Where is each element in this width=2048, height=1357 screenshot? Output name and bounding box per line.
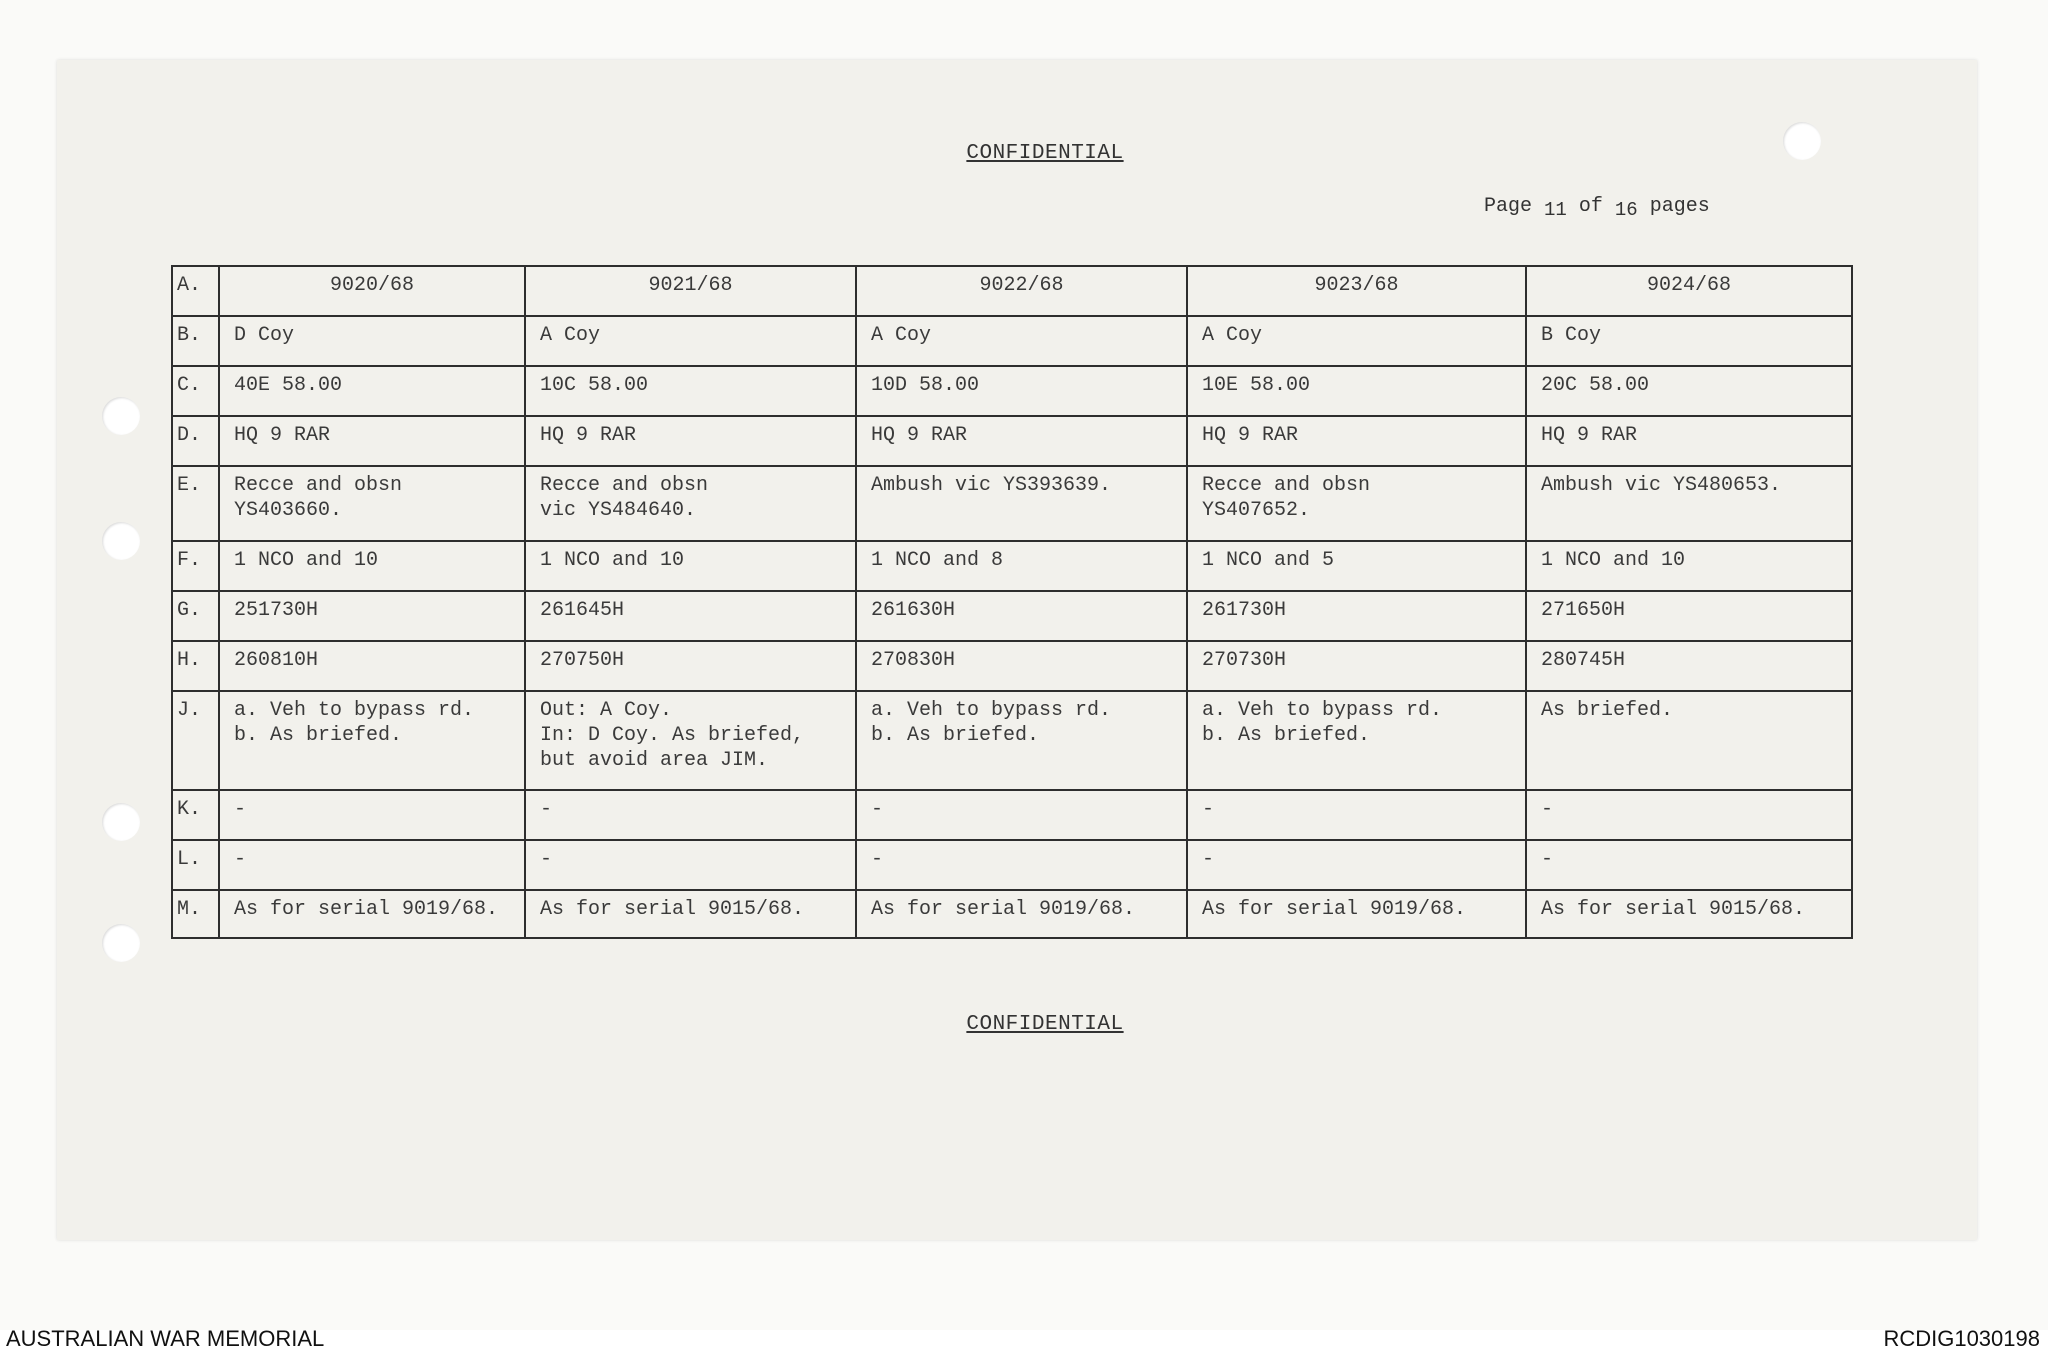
table-cell: 9022/68: [856, 266, 1187, 316]
table-row: [172, 266, 1852, 316]
table-cell: Ambush vic YS393639.: [856, 466, 1187, 541]
table-cell: 10D 58.00: [856, 366, 1187, 416]
table-cell: 9021/68: [525, 266, 856, 316]
punch-hole: [102, 924, 140, 962]
table-cell: A Coy: [1187, 316, 1526, 366]
of-word: of: [1578, 195, 1603, 218]
table-row: [172, 840, 1852, 890]
row-label: M.: [172, 890, 219, 938]
table-cell: B Coy: [1526, 316, 1852, 366]
table-cell: 270730H: [1187, 641, 1526, 691]
table-cell: 9020/68: [219, 266, 525, 316]
row-label: H.: [172, 641, 219, 691]
table-row: [172, 691, 1852, 790]
table-cell: -: [1187, 840, 1526, 890]
table-cell: As for serial 9015/68.: [525, 890, 856, 938]
row-label: K.: [172, 790, 219, 840]
table-row: [172, 790, 1852, 840]
table-cell: 9023/68: [1187, 266, 1526, 316]
table-cell: -: [1526, 840, 1852, 890]
table-cell: 261645H: [525, 591, 856, 641]
table-row: [172, 591, 1852, 641]
table-cell: HQ 9 RAR: [1187, 416, 1526, 466]
table-cell: Recce and obsn YS403660.: [219, 466, 525, 541]
table-cell: 20C 58.00: [1526, 366, 1852, 416]
table-cell: 261730H: [1187, 591, 1526, 641]
row-label: J.: [172, 691, 219, 790]
table-cell: HQ 9 RAR: [856, 416, 1187, 466]
table-cell: Ambush vic YS480653.: [1526, 466, 1852, 541]
table-cell: 1 NCO and 10: [1526, 541, 1852, 591]
table-cell: As for serial 9019/68.: [856, 890, 1187, 938]
pages-word: pages: [1649, 195, 1710, 218]
header-classification: CONFIDENTIAL: [966, 142, 1124, 165]
table-row: [172, 316, 1852, 366]
table-cell: HQ 9 RAR: [525, 416, 856, 466]
row-label: F.: [172, 541, 219, 591]
row-label: G.: [172, 591, 219, 641]
table-row: [172, 890, 1852, 938]
table-cell: Recce and obsn vic YS484640.: [525, 466, 856, 541]
table-cell: 1 NCO and 10: [219, 541, 525, 591]
table-cell: a. Veh to bypass rd. b. As briefed.: [856, 691, 1187, 790]
table-cell: 1 NCO and 5: [1187, 541, 1526, 591]
row-label: B.: [172, 316, 219, 366]
row-label: L.: [172, 840, 219, 890]
punch-hole: [102, 397, 140, 435]
table-cell: 280745H: [1526, 641, 1852, 691]
archive-reference: RCDIG1030198: [1883, 1326, 2040, 1351]
serial-table: [171, 265, 1853, 939]
table-cell: 40E 58.00: [219, 366, 525, 416]
row-label: C.: [172, 366, 219, 416]
punch-hole: [102, 803, 140, 841]
table-cell: Recce and obsn YS407652.: [1187, 466, 1526, 541]
table-cell: 260810H: [219, 641, 525, 691]
table-cell: 1 NCO and 8: [856, 541, 1187, 591]
table-row: [172, 416, 1852, 466]
table-cell: -: [525, 840, 856, 890]
table-cell: 10E 58.00: [1187, 366, 1526, 416]
row-label: A.: [172, 266, 219, 316]
row-label: E.: [172, 466, 219, 541]
table-cell: HQ 9 RAR: [219, 416, 525, 466]
row-label: D.: [172, 416, 219, 466]
archive-name: AUSTRALIAN WAR MEMORIAL: [6, 1326, 325, 1351]
table-cell: 9024/68: [1526, 266, 1852, 316]
page-total: 16: [1614, 199, 1638, 221]
page-word: Page: [1484, 195, 1533, 218]
table-cell: a. Veh to bypass rd. b. As briefed.: [219, 691, 525, 790]
table-cell: 1 NCO and 10: [525, 541, 856, 591]
table-row: [172, 541, 1852, 591]
table-cell: 270830H: [856, 641, 1187, 691]
table-cell: Out: A Coy. In: D Coy. As briefed, but avoid area JIM.: [525, 691, 856, 790]
page-number: [1484, 195, 1710, 221]
punch-hole: [102, 522, 140, 560]
table-cell: HQ 9 RAR: [1526, 416, 1852, 466]
table-cell: -: [219, 840, 525, 890]
table-cell: -: [856, 840, 1187, 890]
table-cell: D Coy: [219, 316, 525, 366]
table-cell: A Coy: [525, 316, 856, 366]
table-cell: 251730H: [219, 591, 525, 641]
table-cell: 270750H: [525, 641, 856, 691]
table-row: [172, 466, 1852, 541]
table-cell: As for serial 9019/68.: [219, 890, 525, 938]
footer-classification: CONFIDENTIAL: [966, 1013, 1124, 1036]
table-cell: -: [1526, 790, 1852, 840]
table-cell: As briefed.: [1526, 691, 1852, 790]
table-cell: A Coy: [856, 316, 1187, 366]
table-body: [172, 266, 1852, 938]
table-row: [172, 366, 1852, 416]
table-cell: As for serial 9019/68.: [1187, 890, 1526, 938]
table-cell: 261630H: [856, 591, 1187, 641]
table-cell: -: [219, 790, 525, 840]
table-cell: 10C 58.00: [525, 366, 856, 416]
table-cell: As for serial 9015/68.: [1526, 890, 1852, 938]
table-cell: -: [1187, 790, 1526, 840]
table-cell: -: [856, 790, 1187, 840]
table-cell: a. Veh to bypass rd. b. As briefed.: [1187, 691, 1526, 790]
table-row: [172, 641, 1852, 691]
page-current: 11: [1544, 199, 1567, 221]
table-cell: 271650H: [1526, 591, 1852, 641]
table-cell: -: [525, 790, 856, 840]
